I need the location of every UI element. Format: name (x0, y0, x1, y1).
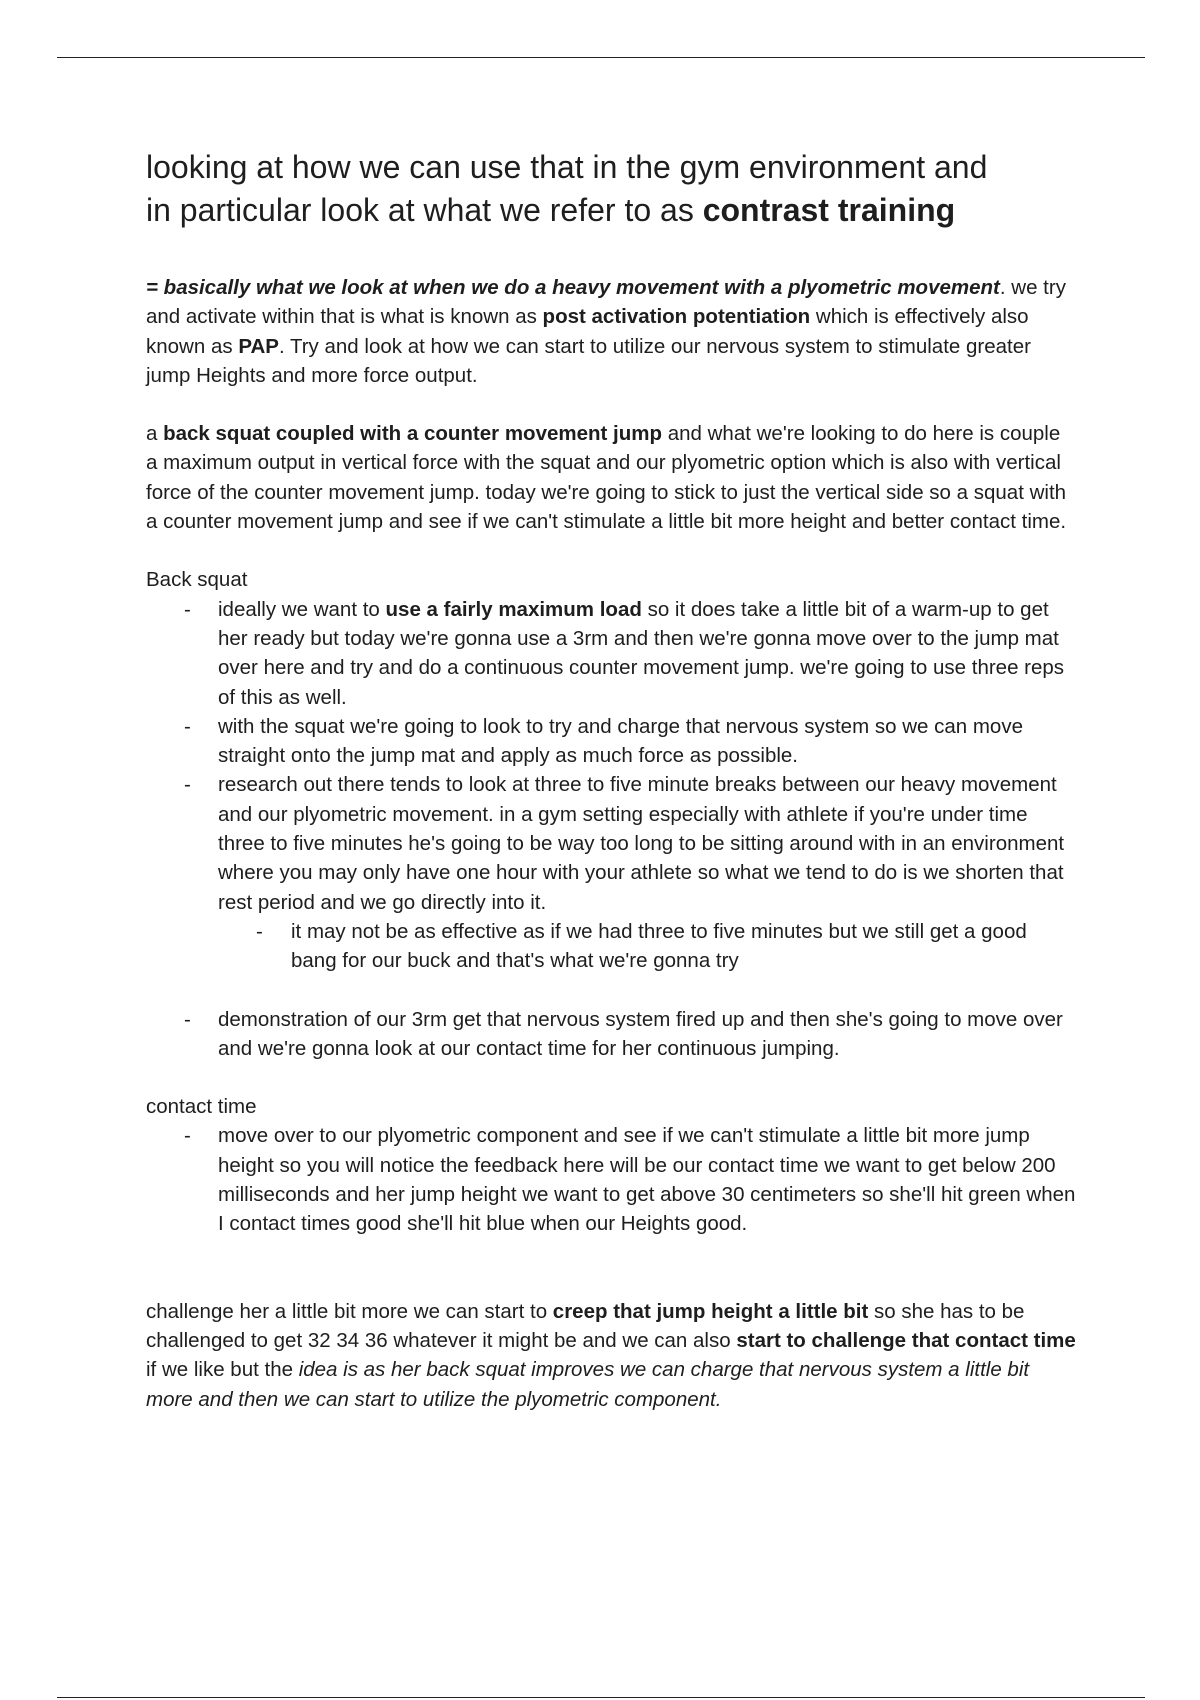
definition-pap-full: post activation potentiation (542, 305, 811, 329)
paragraph-back-squat-coupling (146, 419, 1076, 536)
section-label-back-squat: Back squat (146, 568, 248, 592)
list-item (146, 595, 1076, 712)
back-squat-sub-list (146, 917, 1076, 976)
back-squat-list (146, 595, 1076, 917)
definition-text-1: . we try and activate within that is what is known as (146, 276, 1066, 329)
challenge-italic: idea is as her back squat improves we can charge that nervous system a little bit more and then we can start to utilize the plyometric component. (146, 1358, 1030, 1411)
heading-contrast-training: contrast training (702, 192, 956, 228)
back-squat-list-continued (146, 1005, 1076, 1064)
definition-text-2: which is effectively also known as (146, 305, 1029, 358)
top-divider (57, 57, 1145, 58)
list-item: - demonstration of our 3rm get that nervous system fired up and then she's going to move over and we're gonna look at our contact time for her continuous jumping. (146, 1005, 1076, 1064)
coupling-text-1: a (146, 422, 164, 446)
definition-pap-abbr: PAP (238, 334, 279, 358)
list-item: - move over to our plyometric component and see if we can't stimulate a little bit more jump height so you will notice the feedback here will be our contact time we want to get below 200 milliseconds and her jump height we want to get above 30 centimeters so she'll hit green when I contact times good she'll hit blue when our Heights good. (146, 1121, 1076, 1238)
section-label-contact-time: contact time (146, 1095, 257, 1119)
list-item: - research out there tends to look at three to five minute breaks between our heavy movement and our plyometric movement. in a gym setting especially with athlete if you're under time three to five minutes he's going to be way too long to be sitting around with in an environment where you may only have one hour with your athlete so what we tend to do is we shorten that rest period and we go directly into it. (146, 770, 1076, 916)
heading-line-2-text: in particular look at what we refer to as (146, 192, 703, 228)
document-body (146, 146, 1076, 1414)
heading-line-1: looking at how we can use that in the gym environment and (146, 149, 988, 185)
paragraph-contrast-definition (146, 273, 1076, 390)
challenge-text-1: challenge her a little bit more we can start to (146, 1299, 553, 1323)
list-item-text: ideally we want to (218, 597, 386, 621)
bottom-divider (57, 1697, 1145, 1698)
challenge-bold-2: start to challenge that contact time (736, 1328, 1076, 1352)
challenge-text-3: if we like but the (146, 1358, 299, 1382)
coupling-bold: back squat coupled with a counter movement jump (163, 422, 663, 446)
challenge-bold-1: creep that jump height a little bit (552, 1299, 869, 1323)
contact-time-list (146, 1121, 1076, 1238)
list-item-bold: use a fairly maximum load (385, 597, 642, 621)
definition-bold-italic: = basically what we look at when we do a heavy movement with a plyometric movement (146, 276, 1000, 299)
list-item: - with the squat we're going to look to try and charge that nervous system so we can move straight onto the jump mat and apply as much force as possible. (146, 712, 1076, 771)
paragraph-challenge (146, 1297, 1076, 1414)
sub-list-item: - it may not be as effective as if we had three to five minutes but we still get a good bang for our buck and that's what we're gonna try (146, 917, 1076, 976)
list-item-text: so it does take a little bit of a warm-up to get her ready but today we're gonna use a 3rm and then we're gonna move over to the jump mat over here and try and do a continuous counter movement jump. we're going to use three reps of this as well. (218, 597, 1065, 709)
page-heading (146, 146, 1076, 232)
definition-text-3: . Try and look at how we can start to utilize our nervous system to stimulate greater jump Heights and more force output. (146, 334, 1031, 387)
challenge-text-2: so she has to be challenged to get 32 34 36 whatever it might be and we can also (146, 1299, 1025, 1352)
coupling-text-2: and what we're looking to do here is couple a maximum output in vertical force with the squat and our plyometric option which is also with vertical force of the counter movement jump. today we're going to stick to just the vertical side so a squat with a counter movement jump and see if we can't stimulate a little bit more height and better contact time. (146, 422, 1067, 534)
